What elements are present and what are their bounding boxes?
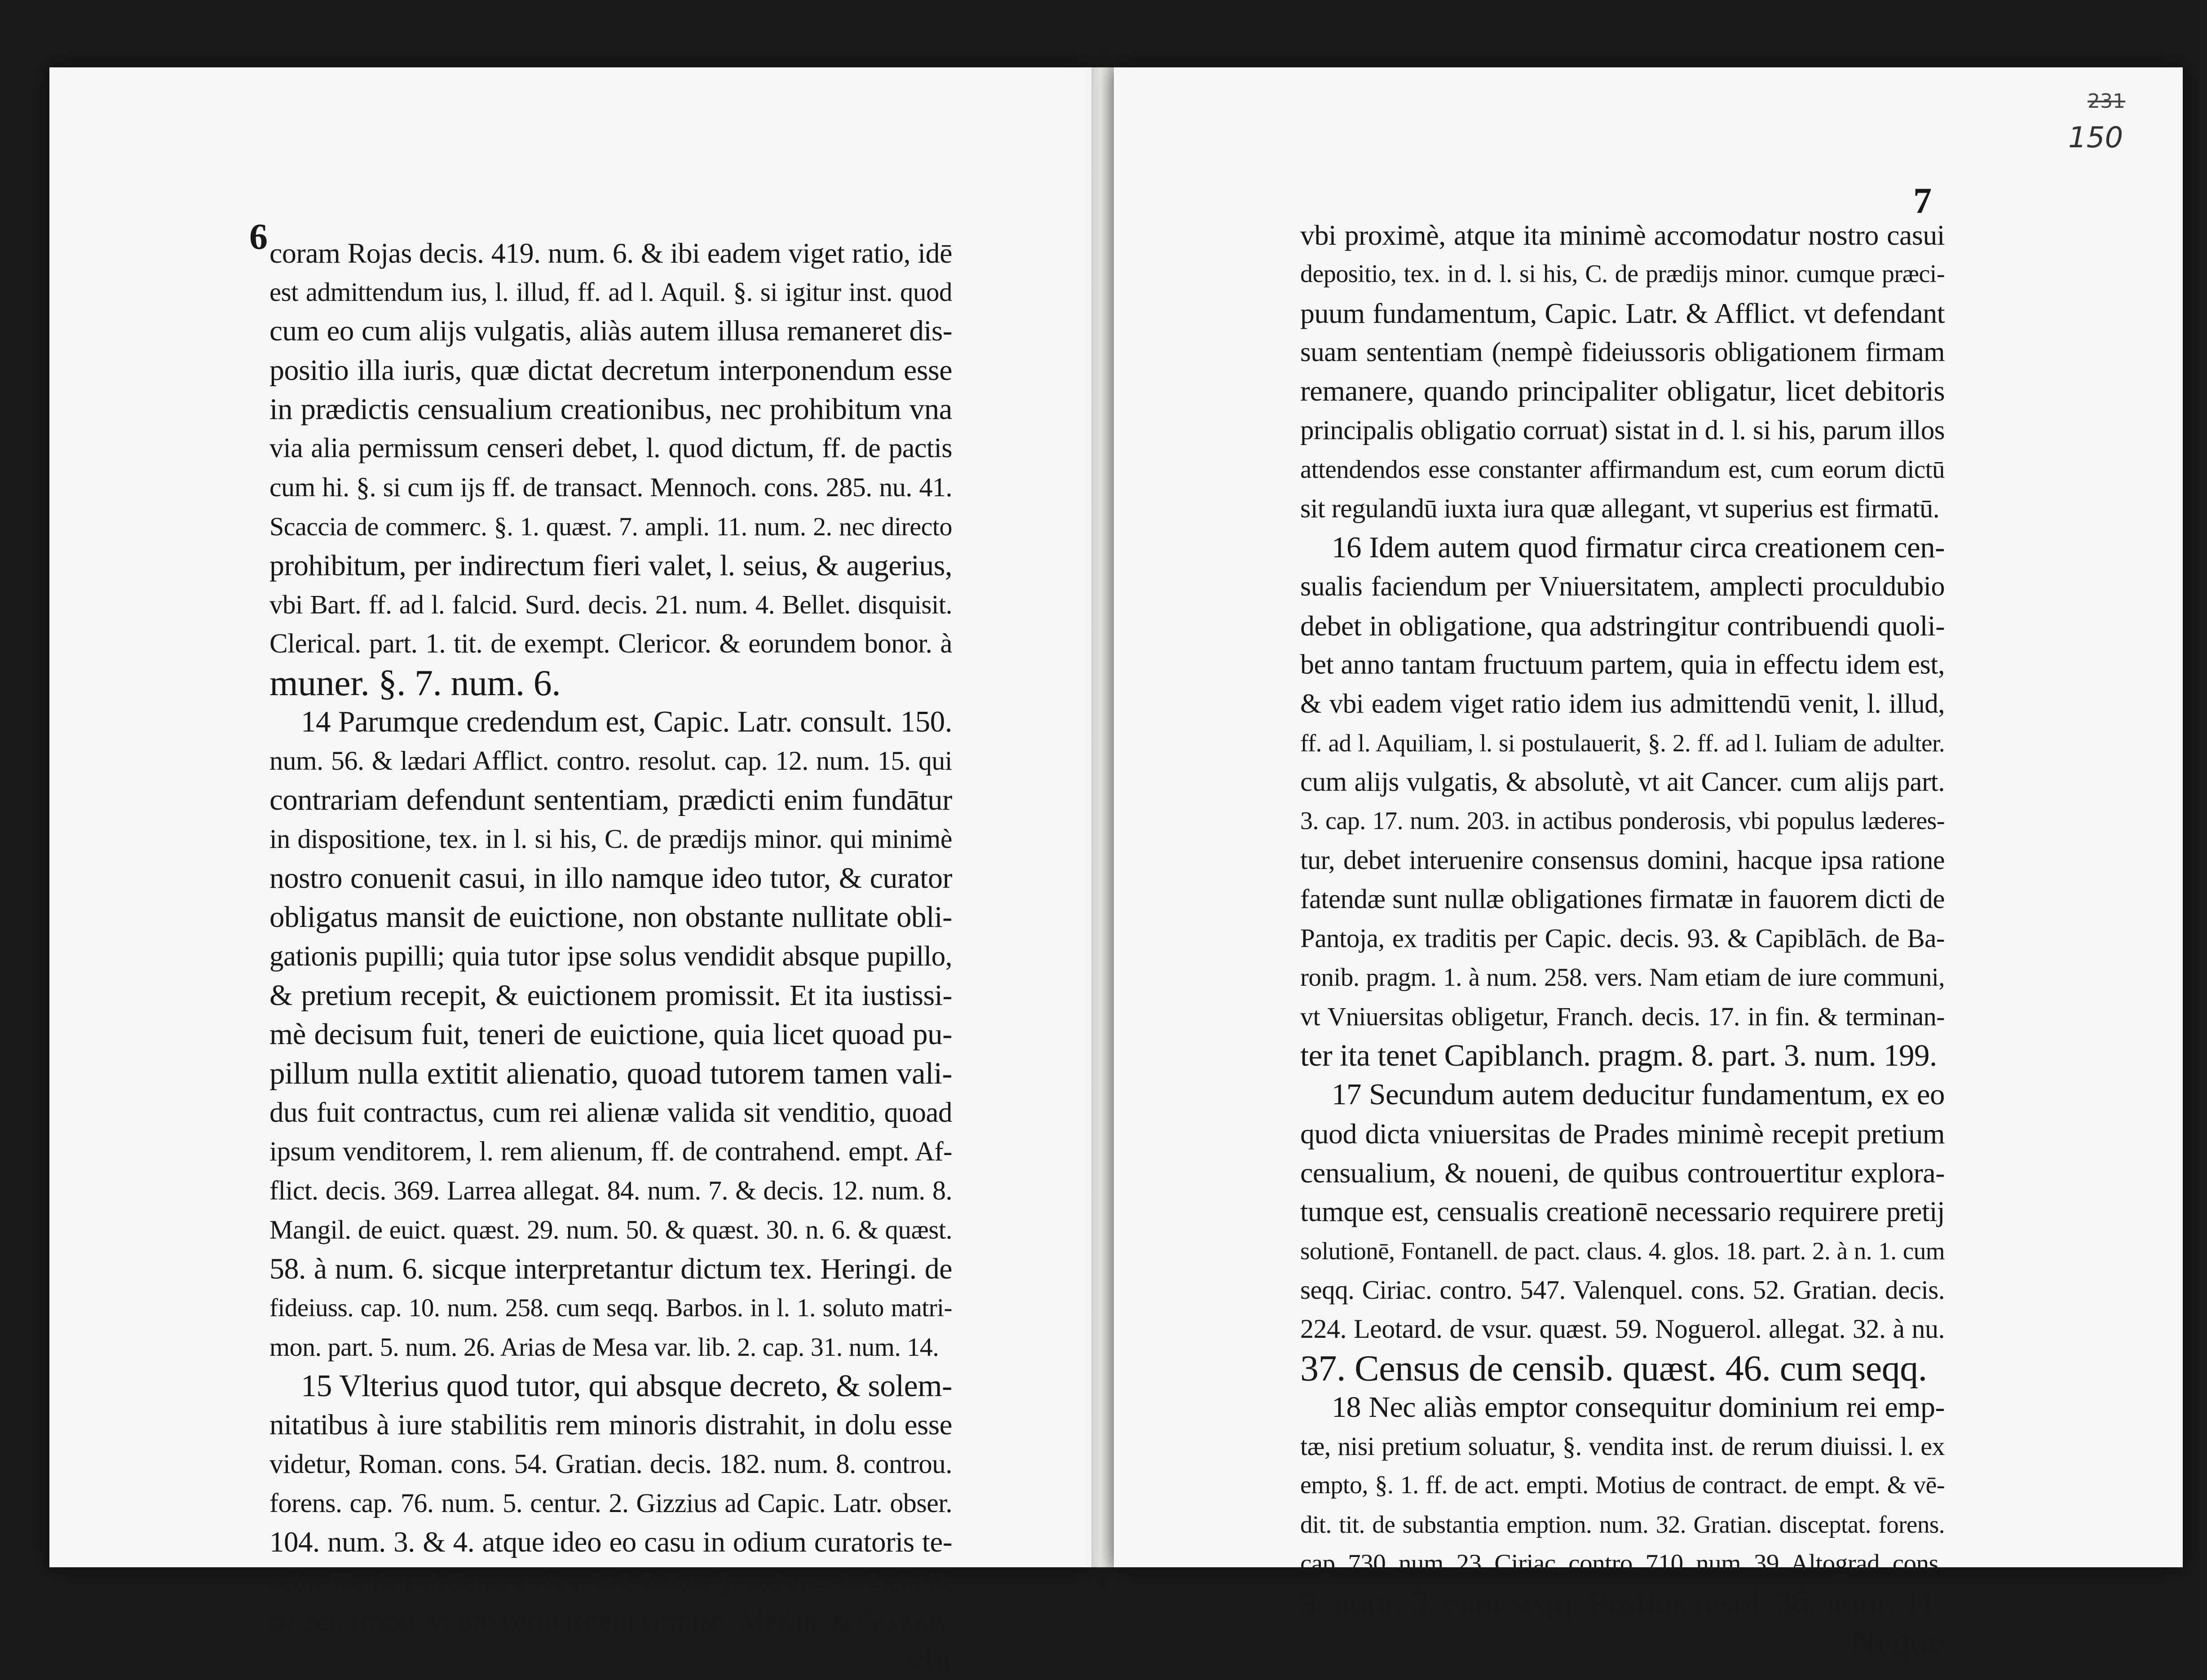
right-text-line: attendendos esse constanter affirmandum est, cum eorum dictū (1300, 455, 1945, 484)
right-text-line: vt Vniuersitas obligetur, Franch. decis. 17. in fin. & terminan- (1300, 1002, 1945, 1031)
left-text-line: num. 56. & lædari Afflict. contro. resolut. cap. 12. num. 15. qui (269, 746, 952, 776)
right-text-line: cum alijs vulgatis, & absolutè, vt ait Cancer. cum alijs part. (1300, 767, 1945, 797)
left-text-line: mon. part. 5. num. 26. Arias de Mesa var. lib. 2. cap. 31. num. 14. (269, 1332, 939, 1362)
left-text-line: fideiuss. cap. 10. num. 258. cum seqq. Barbos. in l. 1. soluto matri- (269, 1294, 952, 1322)
left-text-line: 15 Vlterius quod tutor, qui absque decreto, & solem- (301, 1369, 952, 1403)
right-text-line: sualis faciendum per Vniuersitatem, amplecti proculdubio (1300, 571, 1945, 602)
left-text-line: gationis pupilli; quia tutor ipse solus vendidit absque pupillo, (269, 940, 952, 972)
right-text-line: dit. tit. de substantia emption. num. 32. Gratian. disceptat. forens. (1300, 1511, 1945, 1538)
right-text-line: ff. ad l. Aquiliam, l. si postulauerit, §. 2. ff. ad l. Iuliam de adulter. (1300, 729, 1945, 757)
right-text-line: seqq. Ciriac. contro. 547. Valenquel. cons. 52. Gratian. decis. (1300, 1275, 1945, 1305)
right-text-line: 9. num. 3. cum seqq. Postius resol. 36. num. 11. (1300, 1583, 1943, 1621)
left-folio-number: 6 (249, 216, 268, 257)
left-text-line: vbi Bart. ff. ad l. falcid. Surd. decis. 21. num. 4. Bellet. disquisit. (269, 590, 952, 619)
right-text-line: depositio, tex. in d. l. si his, C. de prædijs minor. cumque præci- (1300, 260, 1945, 288)
right-text-line: 16 Idem autem quod firmatur circa creationem cen- (1332, 531, 1945, 564)
left-text-line: muner. §. 7. num. 6. (269, 662, 561, 703)
left-text-line: videtur, Roman. cons. 54. Gratian. decis. 182. num. 8. controu. (269, 1449, 952, 1479)
right-text-line: 37. Census de censib. quæst. 46. cum seqq. (1300, 1348, 1927, 1389)
manuscript-page-number: 150 (2068, 121, 2123, 154)
right-text-line: bet anno tantam fructuum partem, quia in effectu idem est, (1300, 649, 1945, 680)
left-text-line: 58. à num. 6. sicque interpretantur dictum tex. Heringi. de (269, 1252, 952, 1285)
right-text-line: censualium, & noueni, de quibus controuertitur explora- (1300, 1157, 1945, 1189)
left-text-line: forens. cap. 76. num. 5. centur. 2. Gizzius ad Capic. Latr. obser. (269, 1488, 952, 1518)
left-text-line: nostro conuenit casui, in illo namque ideo tutor, & curator (269, 862, 952, 895)
left-text-line: contrariam defendunt sententiam, prædicti enim fundātur (269, 783, 952, 816)
left-text-line: Mangil. de euict. quæst. 29. num. 50. & quæst. 30. n. 6. & quæst. (269, 1215, 952, 1244)
left-text-line: cum hi. §. si cum ijs ff. de transact. Mennoch. cons. 285. nu. 41. (269, 472, 952, 502)
left-text-line: in dispositione, tex. in l. si his, C. de prædijs minor. qui minimè (269, 824, 952, 854)
left-text-line: & pretium recepit, & euictionem promissit. Et ita iustissi- (269, 979, 952, 1012)
right-text-line: 3. cap. 17. num. 203. in actibus ponderosis, vbi populus læderes- (1300, 807, 1945, 835)
left-text-line: nitatibus à iure stabilitis rem minoris distrahit, in dolu esse (269, 1409, 952, 1441)
left-text-line: ipsum venditorem, l. rem alienum, ff. de contrahend. empt. Af- (269, 1137, 952, 1167)
right-text-line: 224. Leotard. de vsur. quæst. 59. Noguerol. allegat. 32. à nu. (1300, 1314, 1945, 1344)
right-text-line: Pantoja, ex traditis per Capic. decis. 93. & Capiblāch. de Ba- (1300, 923, 1945, 953)
left-text-line: Scaccia de commerc. §. 1. quæst. 7. ampli. 11. num. 2. nec directo (269, 512, 952, 541)
left-text-line: obligatus mansit de euictione, non obstante nullitate obli- (269, 900, 952, 934)
left-text-line: pillum nulla extitit alienatio, quoad tutorem tamen vali- (269, 1056, 952, 1090)
right-catchword: Neque (1849, 1621, 1945, 1662)
right-text-line: sit regulandū iuxta iura quæ allegant, vt superius est firmatū. (1300, 494, 1940, 523)
left-text-line: prohibitum, per indirectum fieri valet, l. seius, & augerius, (269, 549, 952, 582)
left-text-line: in prædictis censualium creationibus, nec prohibitum vna (269, 392, 952, 426)
left-text-line: 104. num. 3. & 4. atque ideo eo casu in odium curatoris te- (269, 1526, 952, 1558)
left-text-line: cum eo cum alijs vulgatis, aliàs autem illusa remaneret dis- (269, 315, 952, 347)
right-folio-number: 7 (1913, 180, 1932, 221)
right-text-line: puum fundamentum, Capic. Latr. & Afflict. vt defendant (1300, 297, 1945, 329)
left-text-line: via alia permissum censeri debet, l. quod dictum, ff. de pactis (269, 433, 952, 463)
right-text-line: 17 Secundum autem deducitur fundamentum, ex eo (1332, 1078, 1945, 1111)
right-text-line: tæ, nisi pretium soluatur, §. vendita inst. de rerum diuissi. l. ex (1300, 1432, 1945, 1461)
right-text-line: empto, §. 1. ff. de act. empti. Motius de contract. de empt. & vē- (1300, 1471, 1945, 1499)
right-text-line: vbi proximè, atque ita minimè accomodatur nostro casui (1300, 219, 1945, 251)
right-text-line: debet in obligatione, qua adstringitur contribuendi quoli- (1300, 610, 1945, 642)
left-catchword: vbi (905, 1639, 952, 1680)
left-text-line: netur ille de euictione, ex tex. in l. Iulian. §. sed cum in facto ff. (269, 1566, 952, 1596)
right-text-line: principalis obligatio corruat) sistat in d. l. si his, parum illos (1300, 415, 1945, 445)
struck-manuscript-number: 231 (2088, 90, 2125, 113)
left-text-line: coram Rojas decis. 419. num. 6. & ibi eadem viget ratio, idē (269, 237, 952, 269)
right-text-line: ter ita tenet Capiblanch. pragm. 8. part. 3. num. 199. (1300, 1038, 1937, 1072)
left-text-line: de act. empti. vt pro certo tenent Gratian. Merlin. & Gizzius (269, 1605, 945, 1636)
right-text-block (1300, 216, 1945, 1661)
right-text-line: 18 Nec aliàs emptor consequitur dominium rei emp- (1332, 1391, 1945, 1424)
left-text-line: est admittendum ius, l. illud, ff. ad l. Aquil. §. si igitur inst. quod (269, 277, 952, 307)
left-text-line: 14 Parumque credendum est, Capic. Latr. consult. 150. (301, 705, 952, 738)
right-text-line: ronib. pragm. 1. à num. 258. vers. Nam etiam de iure communi, (1300, 963, 1945, 992)
right-text-line: cap. 730. num. 23. Ciriac. contro. 710. num. 39. Altograd. cons. (1300, 1549, 1945, 1578)
right-text-line: solutionē, Fontanell. de pact. claus. 4. glos. 18. part. 2. à n. 1. cum (1300, 1237, 1945, 1265)
book-gutter (1091, 67, 1114, 1567)
right-text-line: tur, debet interuenire consensus domini, hacque ipsa ratione (1300, 845, 1945, 875)
left-text-block (269, 234, 952, 1679)
right-text-line: & vbi eadem viget ratio idem ius admittendū venit, l. illud, (1300, 689, 1945, 719)
right-text-line: remanere, quando principaliter obligatur, licet debitoris (1300, 375, 1945, 407)
left-text-line: Clerical. part. 1. tit. de exempt. Clericor. & eorundem bonor. à (269, 629, 952, 659)
left-text-line: dus fuit contractus, cum rei alienæ valida sit venditio, quoad (269, 1097, 952, 1128)
right-text-line: quod dicta vniuersitas de Prades minimè recepit pretium (1300, 1118, 1945, 1150)
left-text-line: flict. decis. 369. Larrea allegat. 84. num. 7. & decis. 12. num. 8. (269, 1176, 952, 1205)
right-text-line: suam sententiam (nempè fideiussoris obligationem firmam (1300, 337, 1945, 367)
left-text-line: mè decisum fuit, teneri de euictione, quia licet quoad pu- (269, 1018, 952, 1051)
right-text-line: fatendæ sunt nullæ obligationes firmatæ in fauorem dicti de (1300, 884, 1945, 914)
left-text-line: positio illa iuris, quæ dictat decretum interponendum esse (269, 354, 952, 387)
right-text-line: tumque est, censualis creationē necessario requirere pretij (1300, 1196, 1945, 1227)
